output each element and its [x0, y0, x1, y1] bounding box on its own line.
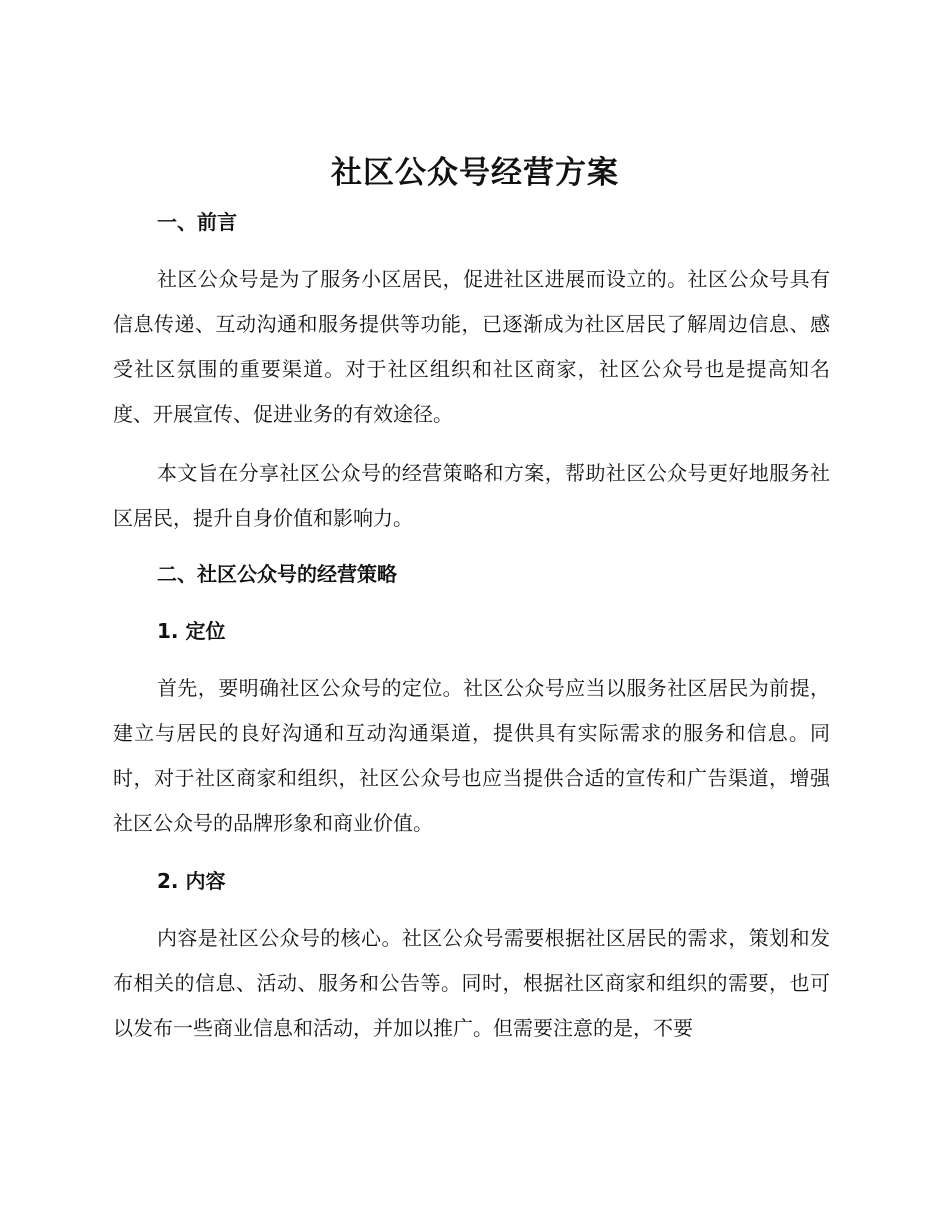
paragraph-preface-1: 社区公众号是为了服务小区居民，促进社区进展而设立的。社区公众号具有信息传递、互动沟通和服务提供等功能，已逐渐成为社区居民了解周边信息、感受社区氛围的重要渠道。对于社区组织和社区商家，社区公众号也是提高知名度、开展宣传、促进业务的有效途径。 [113, 267, 830, 426]
section-heading-strategy: 二、社区公众号的经营策略 [157, 562, 397, 586]
subsection-heading-content: 2. 内容 [157, 869, 226, 893]
document-title: 社区公众号经营方案 [331, 155, 619, 191]
subsection-heading-positioning: 1. 定位 [157, 619, 226, 643]
paragraph-content: 内容是社区公众号的核心。社区公众号需要根据社区居民的需求，策划和发布相关的信息、活动、服务和公告等。同时，根据社区商家和组织的需要，也可以发布一些商业信息和活动，并加以推广。但需要注意的是，不要 [113, 926, 830, 1040]
section-heading-preface: 一、前言 [157, 210, 237, 234]
paragraph-preface-2: 本文旨在分享社区公众号的经营策略和方案，帮助社区公众号更好地服务社区居民，提升自身价值和影响力。 [113, 461, 830, 530]
paragraph-positioning: 首先，要明确社区公众号的定位。社区公众号应当以服务社区居民为前提，建立与居民的良好沟通和互动沟通渠道，提供具有实际需求的服务和信息。同时，对于社区商家和组织，社区公众号也应当提供合适的宣传和广告渠道，增强社区公众号的品牌形象和商业价值。 [113, 676, 830, 835]
